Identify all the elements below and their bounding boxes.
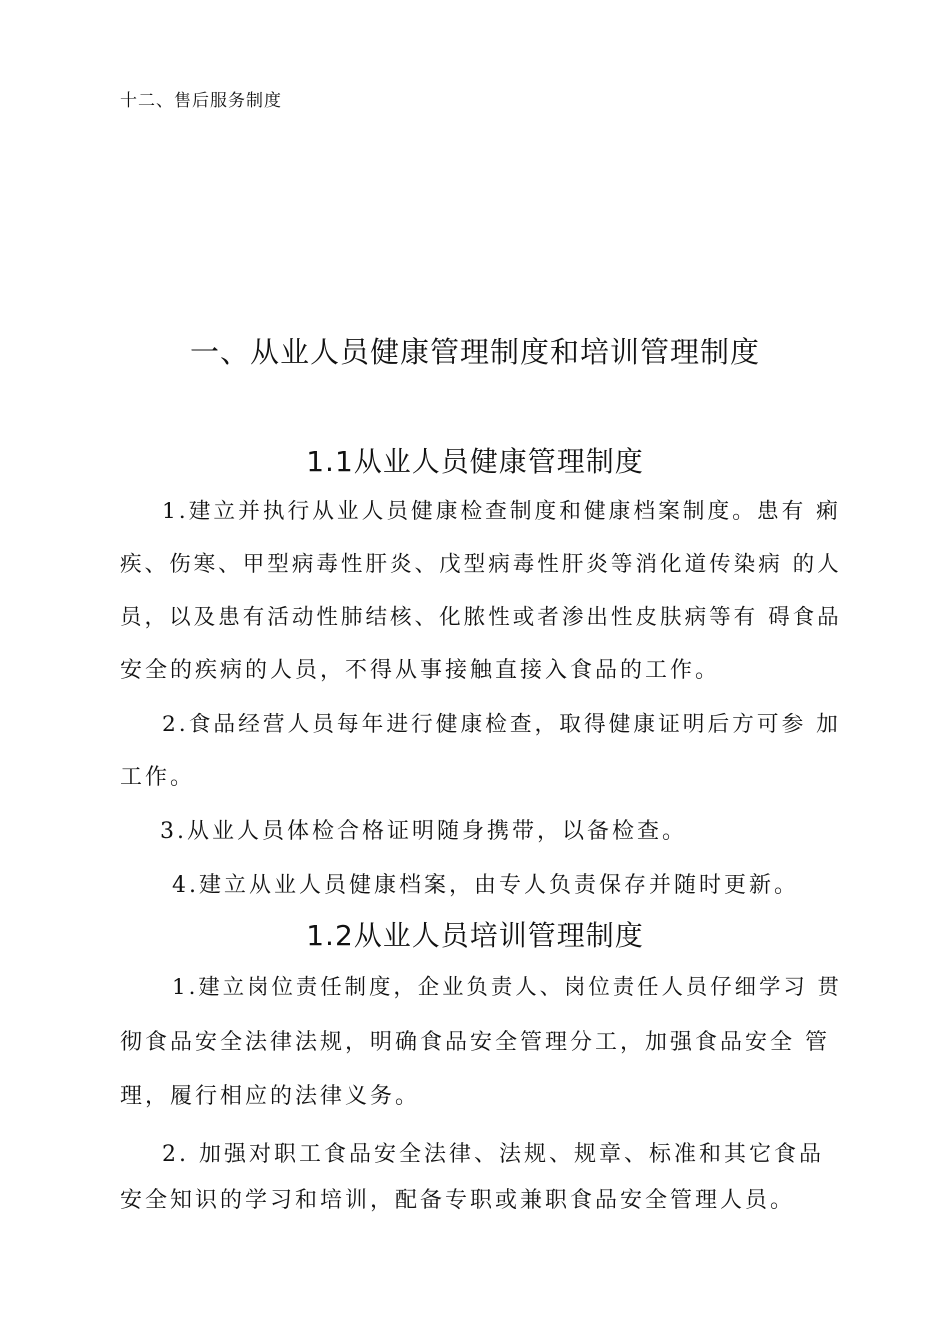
section-1-1-p1-line4: 安全的疾病的人员，不得从事接触直接入食品的工作。 xyxy=(120,658,721,683)
section-1-1-title: 1.1从业人员健康管理制度 xyxy=(306,445,644,478)
section-1-1-p2-line2: 工作。 xyxy=(120,765,196,790)
section-1-2-p2-line2: 安全知识的学习和培训，配备专职或兼职食品安全管理人员。 xyxy=(120,1188,796,1213)
main-heading: 一、从业人员健康管理制度和培训管理制度 xyxy=(189,335,760,369)
section-1-2-p1-line3: 理，履行相应的法律义务。 xyxy=(120,1084,421,1109)
section-1-2-title: 1.2从业人员培训管理制度 xyxy=(306,919,644,952)
toc-item: 十二、售后服务制度 xyxy=(120,91,282,111)
section-1-1-p4: 4.建立从业人员健康档案，由专人负责保存并随时更新。 xyxy=(172,873,799,898)
section-1-2-p1-line2: 彻食品安全法律法规，明确食品安全管理分工，加强食品安全 管 xyxy=(120,1030,830,1055)
section-1-1-p3: 3.从业人员体检合格证明随身携带，以备检查。 xyxy=(160,819,687,844)
section-1-1-p1-line1: 1.建立并执行从业人员健康检查制度和健康档案制度。患有 痢 xyxy=(162,499,841,524)
section-1-2-p1-line1: 1.建立岗位责任制度，企业负责人、岗位责任人员仔细学习 贯 xyxy=(172,975,842,1000)
section-1-2-p2-line1: 2. 加强对职工食品安全法律、法规、规章、标准和其它食品 xyxy=(162,1142,824,1167)
section-1-1-p2-line1: 2.食品经营人员每年进行健康检查，取得健康证明后方可参 加 xyxy=(162,712,841,737)
section-1-1-p1-line3: 员，以及患有活动性肺结核、化脓性或者渗出性皮肤病等有 碍食品 xyxy=(120,605,842,630)
section-1-1-p1-line2: 疾、伤寒、甲型病毒性肝炎、戊型病毒性肝炎等消化道传染病 的人 xyxy=(120,552,842,577)
